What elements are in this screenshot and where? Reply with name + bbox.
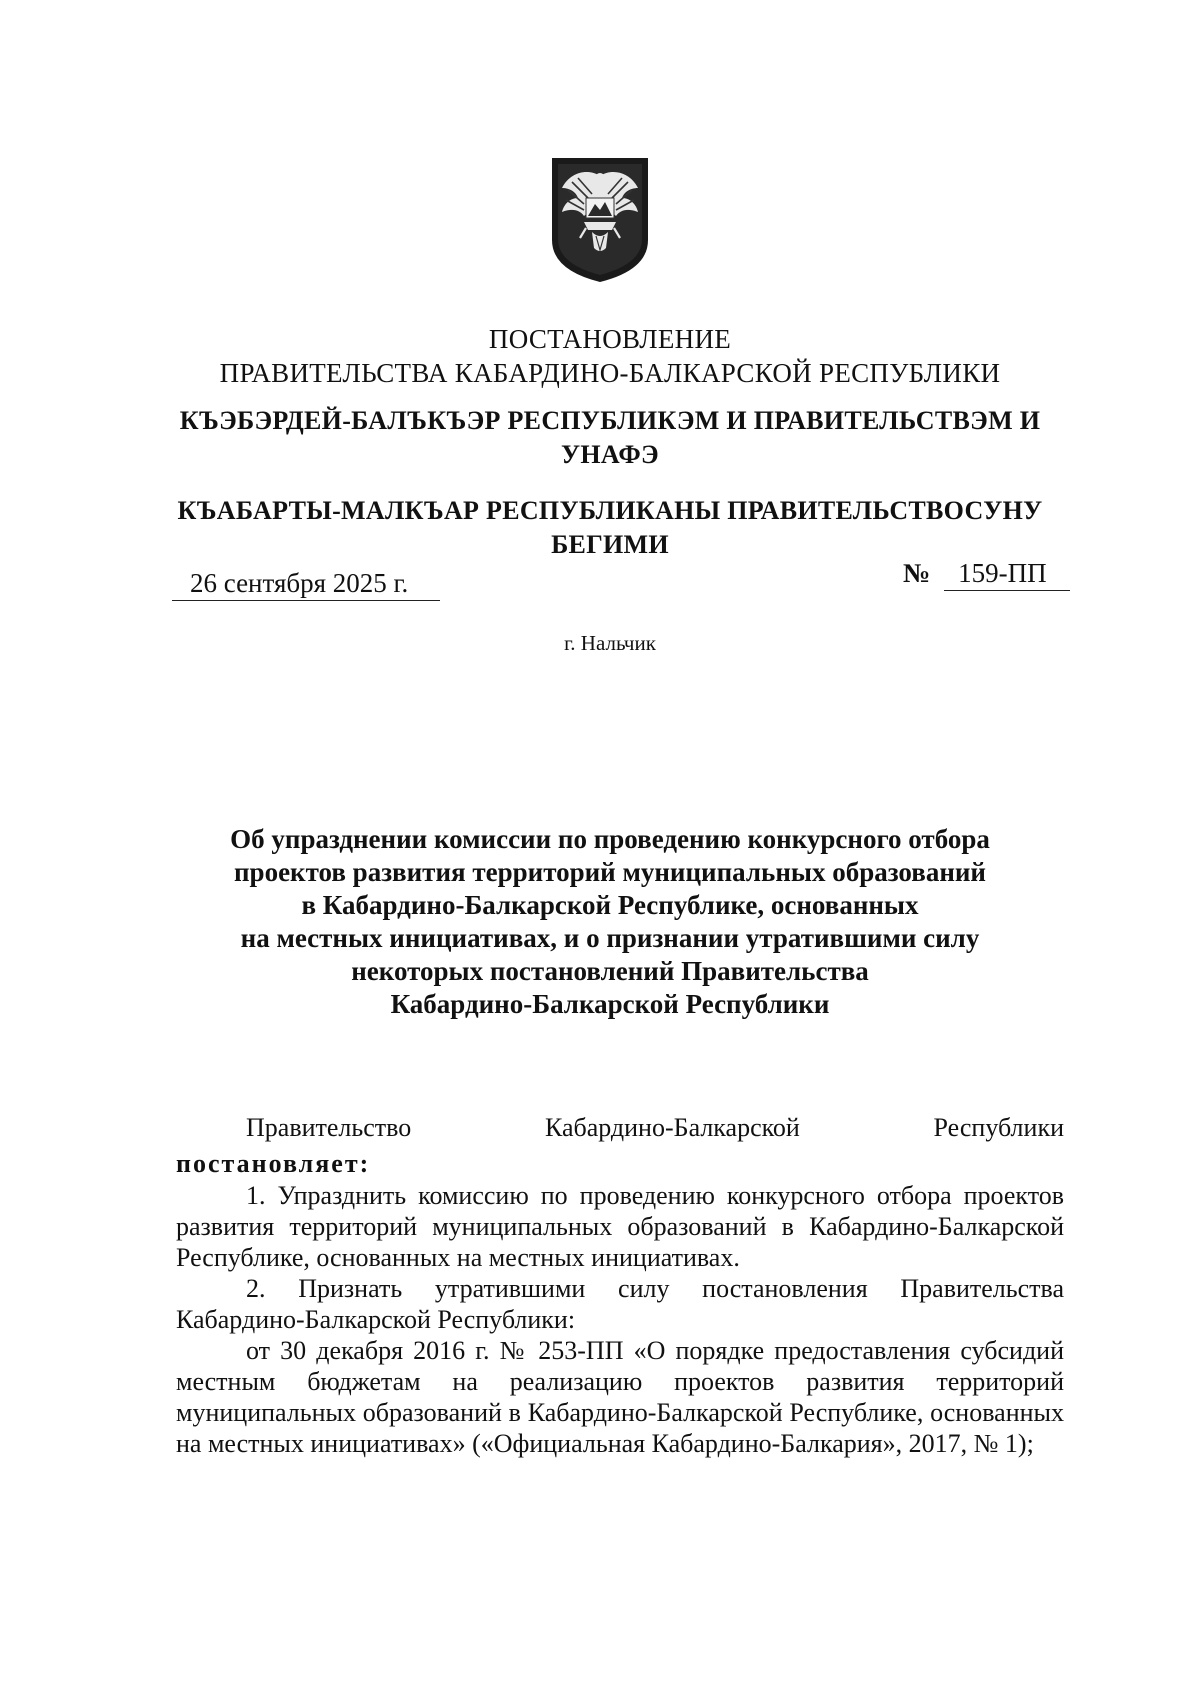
body-paragraphs — [176, 1180, 1064, 1459]
document-number — [903, 556, 1070, 591]
subject-line-4: на местных инициативах, и о признании утратившими силу — [240, 923, 980, 953]
title-line-1: ПОСТАНОВЛЕНИЕ — [488, 324, 732, 354]
coat-of-arms-emblem — [548, 154, 652, 284]
balkar-title-line-1: КЪАБАРТЫ-МАЛКЪАР РЕСПУБЛИКАНЫ ПРАВИТЕЛЬСТВОСУНУ — [177, 496, 1043, 525]
document-title — [170, 322, 1050, 390]
title-line-2: ПРАВИТЕЛЬСТВА КАБАРДИНО-БАЛКАРСКОЙ РЕСПУБЛИКИ — [219, 358, 1001, 388]
subject-line-3: в Кабардино-Балкарской Республике, основанных — [301, 890, 919, 920]
city: г. Нальчик — [564, 631, 656, 655]
subject-line-2: проектов развития территорий муниципальных образований — [234, 857, 986, 887]
number-value: 159-ПП — [944, 556, 1070, 591]
decides-label — [176, 1148, 1064, 1179]
kabardian-title-line-1: КЪЭБЭРДЕЙ-БАЛЪКЪЭР РЕСПУБЛИКЭМ И ПРАВИТЕЛЬСТВЭМ И — [179, 406, 1041, 435]
paragraph-item-1: 1. Упразднить комиссию по проведению конкурсного отбора проектов развития территорий муниципальных образований в Кабардино-Балкарской Республике, основанных на местных инициативах. — [176, 1181, 1064, 1272]
subject-line-6: Кабардино-Балкарской Республики — [390, 989, 830, 1019]
document-date: 26 сентября 2025 г. — [172, 566, 440, 601]
subject-line-5: некоторых постановлений Правительства — [351, 956, 869, 986]
decides-text: постановляет: — [176, 1149, 371, 1178]
balkar-title-line-2: БЕГИМИ — [551, 530, 669, 559]
kabardian-title — [170, 404, 1050, 472]
subject-line-1: Об упразднении комиссии по проведению конкурсного отбора — [230, 824, 990, 854]
preamble — [176, 1112, 1064, 1143]
subject-heading — [170, 823, 1050, 1021]
paragraph-item-2-sub-1: от 30 декабря 2016 г. № 253-ПП «О порядке предоставления субсидий местным бюджетам на реализацию проектов развития территорий муниципальных образований в Кабардино-Балкарской Республике, основанных на местных инициативах» («Официальная Кабардино-Балкария», 2017, № 1); — [176, 1336, 1064, 1458]
balkar-title — [170, 494, 1050, 562]
number-sign: № — [903, 558, 931, 588]
kabardian-title-line-2: УНАФЭ — [561, 440, 659, 469]
preamble-text: Правительство Кабардино-Балкарской Республики — [246, 1113, 1064, 1142]
paragraph-item-2: 2. Признать утратившими силу постановления Правительства Кабардино-Балкарской Республики: — [176, 1274, 1064, 1334]
